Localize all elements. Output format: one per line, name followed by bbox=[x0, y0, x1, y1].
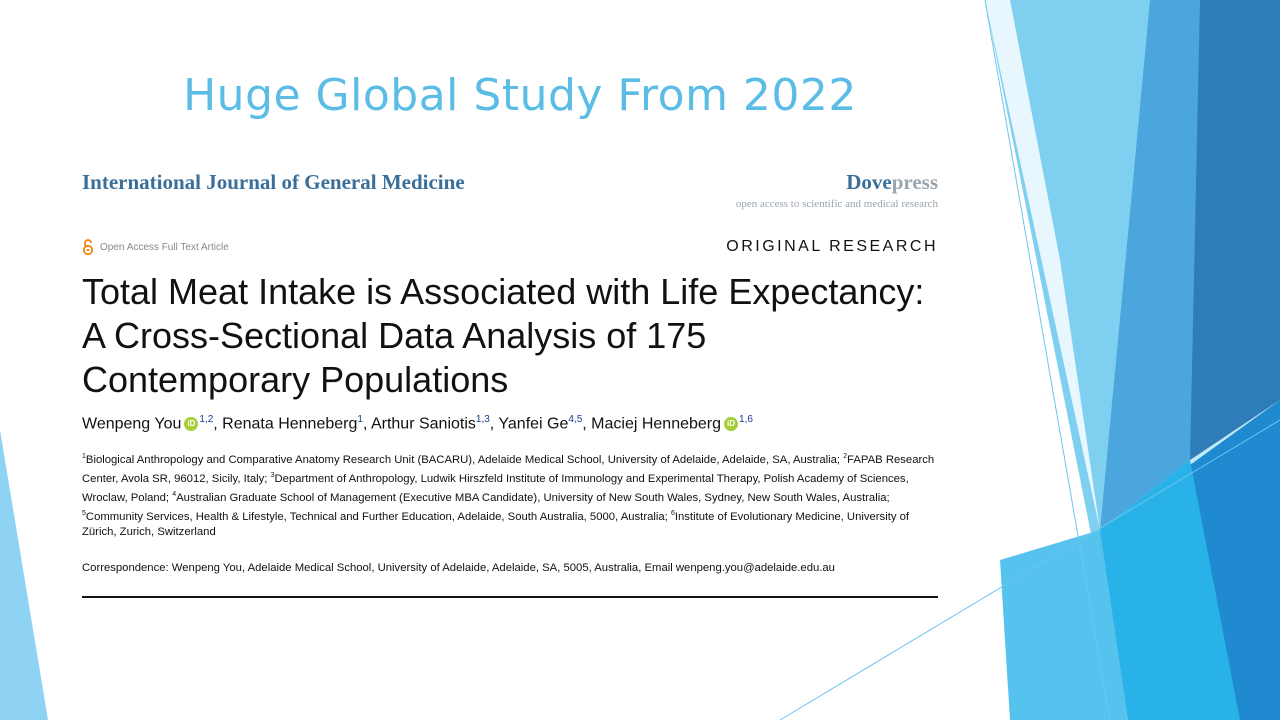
publisher-name bbox=[736, 170, 938, 194]
journal-header bbox=[82, 160, 938, 220]
orcid-icon[interactable]: iD bbox=[184, 417, 198, 431]
orcid-icon[interactable]: iD bbox=[724, 417, 738, 431]
paper-screenshot bbox=[82, 160, 938, 598]
affiliation-number: 3 bbox=[270, 472, 275, 480]
affiliation-text: Institute of Evolutionary Medicine, University of Zürich, Zurich, Switzerland bbox=[82, 510, 910, 539]
affiliations bbox=[82, 449, 938, 540]
affiliation-text: Biological Anthropology and Comparative Anatomy Research Unit (BACARU), Adelaide Medical School, University of Adelaide, Adelaide, SA, Australia; bbox=[85, 454, 844, 467]
author-affiliation-sup: 4,5 bbox=[568, 414, 583, 425]
author-name: Maciej Henneberg bbox=[591, 415, 722, 433]
correspondence: Correspondence: Wenpeng You, Adelaide Medical School, University of Adelaide, Adelaide, SA, 5005, Australia, Email wenpeng.you@adelaide.edu.au bbox=[82, 562, 835, 575]
affiliation-number: 5 bbox=[82, 509, 86, 517]
author-name: Wenpeng You bbox=[82, 415, 182, 433]
journal-name: International Journal of General Medicine bbox=[82, 170, 465, 194]
author-affiliation-sup: 1,2 bbox=[199, 414, 214, 425]
open-access-icon bbox=[82, 238, 94, 256]
affiliation-number: 2 bbox=[843, 453, 848, 461]
paper-title: Total Meat Intake is Associated with Life Expectancy: A Cross-Sectional Data Analysis of 175 Contemporary Populations bbox=[82, 271, 925, 400]
publisher-tagline: open access to scientific and medical research bbox=[735, 198, 938, 210]
access-row bbox=[82, 234, 938, 270]
publisher-block bbox=[736, 170, 938, 210]
author-name: Yanfei Ge bbox=[498, 415, 569, 433]
author-name: Arthur Saniotis bbox=[370, 415, 476, 433]
article-type: ORIGINAL RESEARCH bbox=[726, 238, 938, 255]
affiliation-number: 6 bbox=[670, 509, 675, 517]
publisher-name-part-b: press bbox=[891, 170, 938, 194]
open-access-label: Open Access Full Text Article bbox=[100, 242, 229, 253]
affiliation-number: 1 bbox=[82, 453, 86, 461]
divider-rule bbox=[82, 596, 938, 598]
author-list: Wenpeng You iD $^{1,2}$, Renata Henneberg$^1$, Arthur Saniotis$^{1,3}$, Yanfei Ge$^{4,5}$, Maciej Henneberg iD $^{1,6}$ bbox=[82, 414, 753, 433]
bottom-left-sliver bbox=[0, 430, 48, 720]
affiliation-text: FAPAB Research Center, Avola SR, 96012, Sicily, Italy; bbox=[82, 454, 935, 485]
slide-title: Huge Global Study From 2022 bbox=[183, 70, 857, 121]
affiliation-text: Australian Graduate School of Management (Executive MBA Candidate), University of New South Wales, Sydney, New South Wales, Australia; bbox=[176, 491, 890, 504]
author-affiliation-sup: 1,6 bbox=[739, 414, 753, 425]
author-name: Renata Henneberg bbox=[222, 415, 358, 433]
affiliation-number: 4 bbox=[172, 490, 177, 498]
publisher-name-part-a: Dove bbox=[846, 170, 892, 194]
author-affiliation-sup: 1,3 bbox=[475, 414, 490, 425]
author-affiliation-sup: 1 bbox=[357, 414, 363, 425]
affiliation-text: Community Services, Health & Lifestyle, Technical and Further Education, Adelaide, South Australia, 5000, Australia; bbox=[85, 510, 671, 523]
affiliation-text: Department of Anthropology, Ludwik Hirszfeld Institute of Immunology and Experimental Therapy, Polish Academy of Sciences, Wroclaw, Poland; bbox=[82, 472, 909, 504]
